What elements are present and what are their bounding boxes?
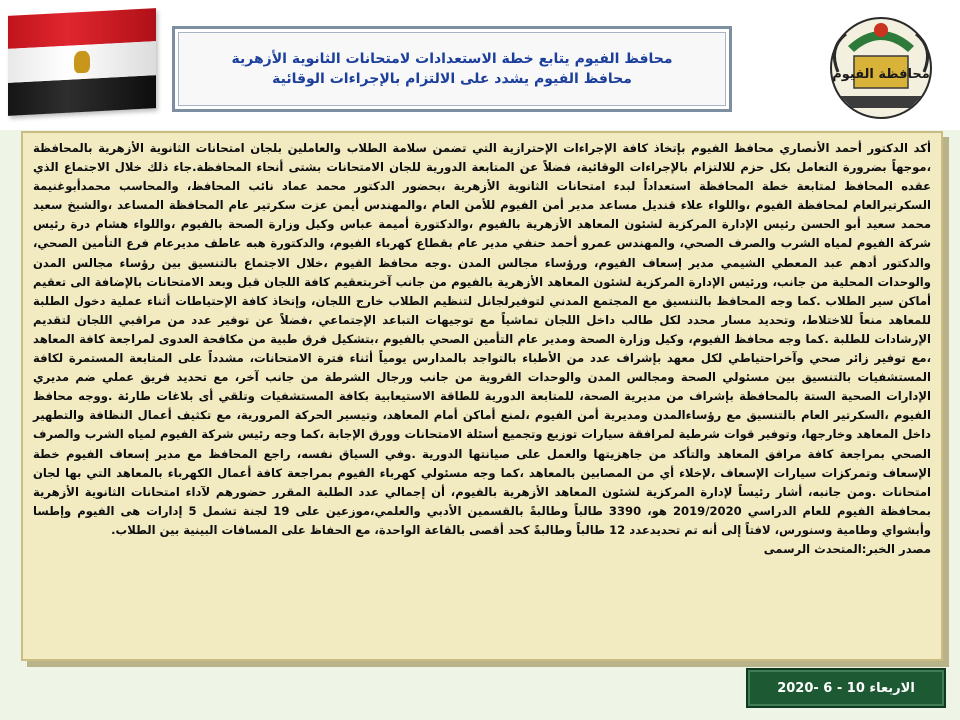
eagle-of-saladin-icon: [74, 51, 90, 74]
headline-subtitle: محافظ الفيوم يشدد على الالتزام بالإجراءات الوقائية: [272, 71, 632, 87]
article-panel: [21, 131, 943, 661]
logo-text: محافظة الفيوم: [832, 67, 930, 82]
headline-title: محافظ الفيوم يتابع خطة الاستعدادات لامتحانات الثانوية الأزهرية: [231, 51, 673, 67]
article-source: مصدر الخبر:المتحدث الرسمى: [763, 541, 931, 556]
egypt-flag-icon: [8, 8, 156, 116]
date-badge: [746, 668, 946, 708]
governorate-logo-icon: [818, 8, 944, 123]
headline-box: [172, 26, 732, 112]
date-text: الاربعاء 10 - 6 -2020: [777, 680, 915, 696]
article-body: أكد الدكتور أحمد الأنصاري محافظ الفيوم بإتخاذ كافة الإجراءات الإحترازية التي تضمن سلامة الطلاب والعاملين بلجان امتحانات الثانوية الأزهرية بالمحافظة ،موجهاً بضرورة التعامل بكل حزم للالتزام بالإجراءات الوقائية، فضلاً عن المتابعة الدورية للجان الامتحانات بشتى أنحاء المحافظة.جاء ذلك خلال الاجتماع الذي عقده المحافظ لمتابعة خطة المحافظة استعداداً لبدء امتحانات الثانوية الأزهرية ،بحضور الدكتور محمد عماد نائب المحافظ، والمحاسب محمدأبوغنيمة السكرتيرالعام لمحافظة الفيوم ،واللواء علاء قنديل مساعد مدير أمن الفيوم للأمن العام ،والمهندس أيمن عزت سكرتير عام المحافظة المساعد ،والشيخ سعيد محمد سعيد أبو الحسن رئيس الإدارة المركزية لشئون المعاهد الأزهرية بالفيوم ،والدكتورة أميمة عباس وكيل وزارة الصحة بالفيوم ،واللواء هشام درة رئيس شركة الفيوم لمياه الشرب والصرف الصحي، والمهندس عمرو أحمد حنفي مدير عام بقطاع كهرباء الفيوم، والدكتورة هبه عاطف مديرعام فرع التأمين الصحي، والدكتور أدهم عبد المعطي الشيمي مدير إسعاف الفيوم، ورؤساء مجالس المدن .وجه محافظ الفيوم ،خلال الاجتماع بالتنسيق بين رؤساء مجالس المدن والوحدات المحلية من جانب، ورئيس الإدارة المركزية لشئون المعاهد الأزهرية بالفيوم من جانب آخربتعقيم كافة اللجان قبل وبعد الامتحانات بالإضافة الى تعقيم أماكن سير الطلاب .كما وجه المحافظ بالتنسيق مع المجتمع المدني لتوفيرلجانل لتنظيم الطلاب خارج اللجان، وإتخاذ كافة الإحتياطات أثناء عملية دخول الطلبة للمعاهد منعاً للاختلاط، وتحديد مسار محدد لكل طالب داخل اللجان تماشياً مع توجيهات التباعد الإجتماعي ،فضلاً عن توفير عدد من مراقبي اللجان لتقديم الإرشادات للطلبة .كما وجه محافظ الفيوم، وكيل وزارة الصحة ومدير عام التأمين الصحي بالفيوم ،بتشكيل فرق طبية من مكافحة العدوى لمراجعة كافة المعاهد ،مع توفير زائر صحي وآخراحتياطي لكل معهد بإشراف عدد من الأطباء بالتواجد بالمدارس يومياً أثناء فترة الامتحانات، مشدداً على المتابعة المستمرة لكافة المستشفيات بالتنسيق بين مسئولي الصحة ومجالس المدن والوحدات القروية من جانب ورجال الشرطة من جانب آخر، مع تحديد فريق عملي ضم مديري الإدارات الصحية الستة بالمحافظة بإشراف من مديرية الصحة، للمتابعة الدورية للطاقة الاستيعابية بكافة المستشفيات وتلقي أى بلاغات طارئة .ووجه محافظ الفيوم ،السكرتير العام بالتنسيق مع رؤساءالمدن ومديرية أمن الفيوم ،لمنع أماكن أمام المعاهد، وتيسير الحركة المرورية، مع تكثيف أعمال النظافة والتطهير داخل المعاهد وخارجها، وتوفير قوات شرطية لمرافقة سيارات توزيع وتجميع أسئلة الامتحانات وورق الإجابة ،كما وجه رئيس شركة الفيوم لمياه الشرب والصرف الصحي بمراجعة كافة مرافق المعاهد والتأكد من جاهزيتها والعمل على صيانتها الدورية .وفي السياق نفسه، راجع المحافظ مع مدير إسعاف الفيوم خطة الإسعاف وتمركزات سيارات الإسعاف ،لإخلاء أي من المصابين بالمعاهد ،كما وجه مسئولي كهرباء الفيوم بمراجعة كافة أعمال الكهرباء بالمعاهد التي بها لجان امتحانات .ومن جانبه، أشار رئيساً لإدارة المركزية لشئون المعاهد الأزهرية بالفيوم، أن إجمالي عدد الطلبة المقرر حضورهم لآداء امتحانات الثانوية الأزهرية بمحافظة الفيوم للعام الدراسي 2019/2020 هو، 3390 طالباً وطالبةً بالقسمين الأدبي والعلمي،موزعين على 19 لجنة تشمل 5 إدارات هى الفيوم وإطسا وأبشواي وطامية وسنورس، لافتاً إلى أنه تم تحديدعدد 12 طالباً وطالبةً كحد أقصى بالقاعة الواحدة، مع الحفاظ على المسافات البينية بين الطلاب.: [33, 141, 931, 537]
